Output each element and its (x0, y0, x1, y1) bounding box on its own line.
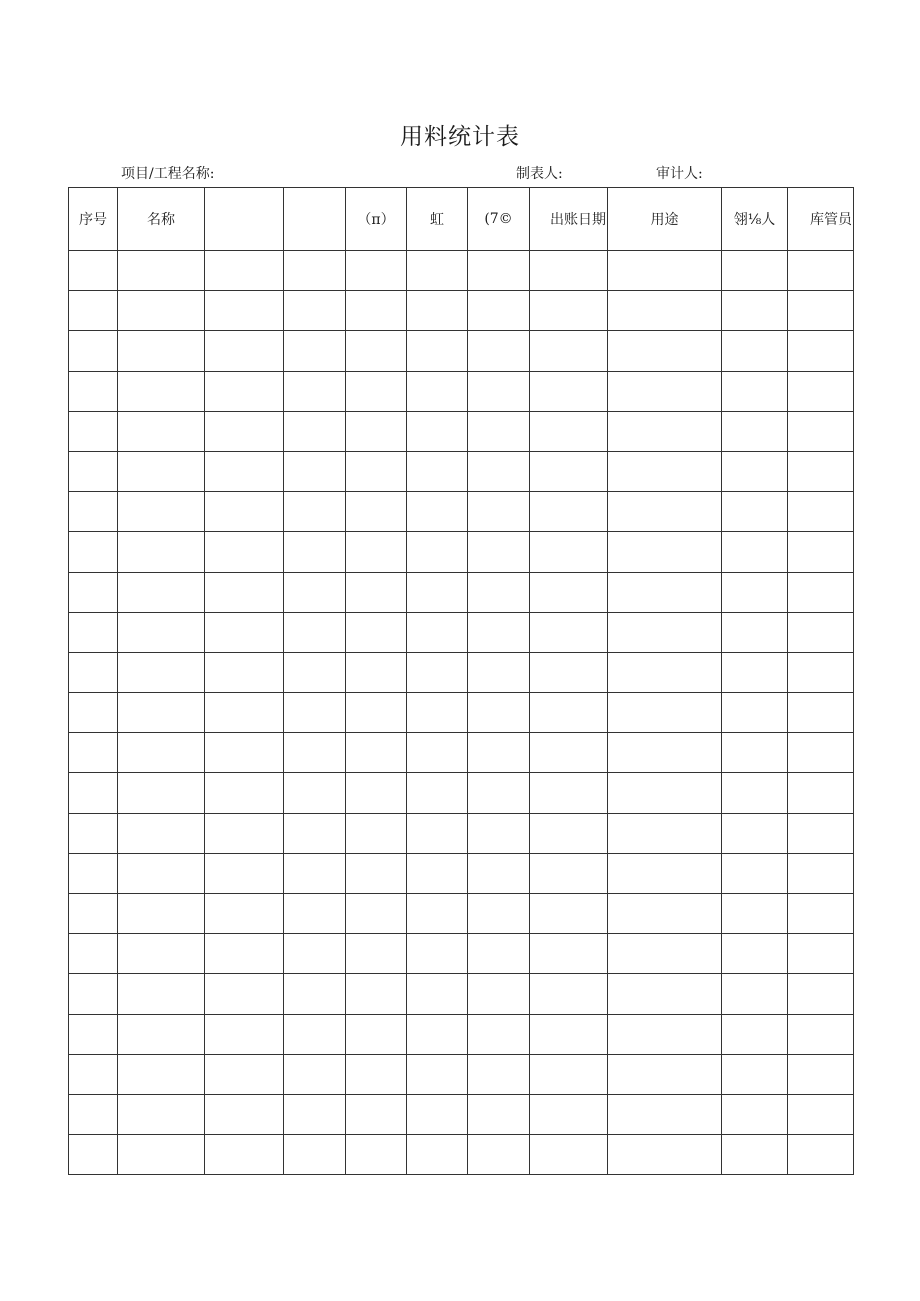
cell-serial-number[interactable] (69, 894, 118, 934)
table-row (69, 532, 854, 572)
column-header-blank-1 (205, 188, 284, 251)
cell-recipient[interactable] (722, 894, 788, 934)
cell-warehouse-keeper[interactable] (788, 1094, 854, 1134)
table-row (69, 1135, 854, 1175)
cell-serial-number[interactable] (69, 291, 118, 331)
cell-amount[interactable] (468, 652, 530, 692)
cell-warehouse-keeper[interactable] (788, 773, 854, 813)
cell-warehouse-keeper[interactable] (788, 371, 854, 411)
cell-issue-date[interactable] (530, 411, 608, 451)
cell-amount[interactable] (468, 1135, 530, 1175)
cell-purpose[interactable] (608, 853, 722, 893)
column-header-warehouse-keeper: 库管员 (788, 188, 854, 251)
column-header-blank-2 (284, 188, 346, 251)
cell-name[interactable] (118, 733, 205, 773)
cell-unit[interactable] (346, 813, 407, 853)
cell-purpose[interactable] (608, 492, 722, 532)
cell-purpose[interactable] (608, 411, 722, 451)
table-row (69, 492, 854, 532)
cell-purpose[interactable] (608, 1094, 722, 1134)
cell-serial-number[interactable] (69, 612, 118, 652)
cell-serial-number[interactable] (69, 1014, 118, 1054)
cell-recipient[interactable] (722, 411, 788, 451)
cell-unit[interactable] (346, 974, 407, 1014)
cell-name[interactable] (118, 1014, 205, 1054)
cell-quantity[interactable] (407, 612, 468, 652)
cell-name[interactable] (118, 251, 205, 291)
cell-amount[interactable] (468, 371, 530, 411)
cell-warehouse-keeper[interactable] (788, 532, 854, 572)
cell-quantity[interactable] (407, 1054, 468, 1094)
cell-purpose[interactable] (608, 773, 722, 813)
cell-amount[interactable] (468, 974, 530, 1014)
cell-quantity[interactable] (407, 853, 468, 893)
cell-issue-date[interactable] (530, 934, 608, 974)
cell-serial-number[interactable] (69, 853, 118, 893)
cell-recipient[interactable] (722, 853, 788, 893)
cell-unit[interactable] (346, 894, 407, 934)
cell-name[interactable] (118, 894, 205, 934)
column-header-quantity: 虹 (407, 188, 468, 251)
table-row (69, 411, 854, 451)
auditor-label: 审计人: (656, 166, 703, 182)
cell-purpose[interactable] (608, 251, 722, 291)
cell-serial-number[interactable] (69, 733, 118, 773)
cell-issue-date[interactable] (530, 974, 608, 1014)
cell-serial-number[interactable] (69, 934, 118, 974)
cell-warehouse-keeper[interactable] (788, 492, 854, 532)
table-row (69, 251, 854, 291)
cell-blank-1[interactable] (205, 853, 284, 893)
cell-recipient[interactable] (722, 612, 788, 652)
cell-blank-2[interactable] (284, 1054, 346, 1094)
cell-quantity[interactable] (407, 894, 468, 934)
cell-recipient[interactable] (722, 572, 788, 612)
cell-quantity[interactable] (407, 572, 468, 612)
cell-blank-1[interactable] (205, 652, 284, 692)
cell-purpose[interactable] (608, 291, 722, 331)
cell-recipient[interactable] (722, 331, 788, 371)
cell-issue-date[interactable] (530, 572, 608, 612)
cell-blank-2[interactable] (284, 1094, 346, 1134)
cell-blank-2[interactable] (284, 894, 346, 934)
cell-quantity[interactable] (407, 1014, 468, 1054)
cell-recipient[interactable] (722, 1014, 788, 1054)
cell-name[interactable] (118, 1135, 205, 1175)
cell-blank-1[interactable] (205, 451, 284, 491)
cell-recipient[interactable] (722, 1135, 788, 1175)
cell-quantity[interactable] (407, 451, 468, 491)
cell-issue-date[interactable] (530, 532, 608, 572)
cell-warehouse-keeper[interactable] (788, 974, 854, 1014)
column-header-unit: （π） (346, 188, 407, 251)
cell-issue-date[interactable] (530, 652, 608, 692)
cell-unit[interactable] (346, 693, 407, 733)
cell-issue-date[interactable] (530, 693, 608, 733)
cell-issue-date[interactable] (530, 492, 608, 532)
cell-recipient[interactable] (722, 733, 788, 773)
cell-purpose[interactable] (608, 934, 722, 974)
cell-blank-2[interactable] (284, 612, 346, 652)
column-header-recipient: 翎⅛人 (722, 188, 788, 251)
cell-amount[interactable] (468, 894, 530, 934)
cell-unit[interactable] (346, 572, 407, 612)
cell-blank-2[interactable] (284, 652, 346, 692)
cell-blank-2[interactable] (284, 693, 346, 733)
cell-quantity[interactable] (407, 974, 468, 1014)
cell-issue-date[interactable] (530, 1014, 608, 1054)
cell-serial-number[interactable] (69, 532, 118, 572)
cell-warehouse-keeper[interactable] (788, 813, 854, 853)
cell-serial-number[interactable] (69, 974, 118, 1014)
cell-unit[interactable] (346, 853, 407, 893)
project-name-label: 项目/工程名称: (121, 166, 215, 182)
cell-purpose[interactable] (608, 1135, 722, 1175)
table-row (69, 1014, 854, 1054)
table-row (69, 572, 854, 612)
cell-blank-1[interactable] (205, 974, 284, 1014)
cell-purpose[interactable] (608, 371, 722, 411)
cell-blank-1[interactable] (205, 612, 284, 652)
column-header-purpose: 用途 (608, 188, 722, 251)
cell-quantity[interactable] (407, 331, 468, 371)
table-row (69, 612, 854, 652)
cell-blank-2[interactable] (284, 1014, 346, 1054)
cell-blank-1[interactable] (205, 894, 284, 934)
cell-blank-1[interactable] (205, 1094, 284, 1134)
cell-amount[interactable] (468, 1014, 530, 1054)
cell-warehouse-keeper[interactable] (788, 331, 854, 371)
table-row (69, 371, 854, 411)
page-title: 用料统计表 (400, 124, 520, 150)
cell-amount[interactable] (468, 331, 530, 371)
cell-recipient[interactable] (722, 492, 788, 532)
column-header-issue-date: 出账日期 (530, 188, 608, 251)
cell-unit[interactable] (346, 411, 407, 451)
cell-name[interactable] (118, 371, 205, 411)
cell-warehouse-keeper[interactable] (788, 1054, 854, 1094)
cell-recipient[interactable] (722, 451, 788, 491)
cell-blank-1[interactable] (205, 1135, 284, 1175)
cell-warehouse-keeper[interactable] (788, 652, 854, 692)
material-stats-table (68, 187, 854, 1175)
cell-purpose[interactable] (608, 974, 722, 1014)
cell-amount[interactable] (468, 773, 530, 813)
cell-amount[interactable] (468, 532, 530, 572)
table-row (69, 894, 854, 934)
table-header-row (69, 188, 854, 251)
table-row (69, 652, 854, 692)
cell-issue-date[interactable] (530, 853, 608, 893)
cell-serial-number[interactable] (69, 1054, 118, 1094)
cell-blank-1[interactable] (205, 572, 284, 612)
cell-issue-date[interactable] (530, 813, 608, 853)
cell-blank-1[interactable] (205, 371, 284, 411)
cell-unit[interactable] (346, 652, 407, 692)
cell-blank-2[interactable] (284, 532, 346, 572)
cell-amount[interactable] (468, 291, 530, 331)
cell-issue-date[interactable] (530, 773, 608, 813)
cell-blank-2[interactable] (284, 411, 346, 451)
cell-blank-2[interactable] (284, 853, 346, 893)
table-row (69, 291, 854, 331)
cell-blank-2[interactable] (284, 733, 346, 773)
cell-serial-number[interactable] (69, 572, 118, 612)
cell-warehouse-keeper[interactable] (788, 451, 854, 491)
cell-name[interactable] (118, 1094, 205, 1134)
cell-blank-1[interactable] (205, 331, 284, 371)
cell-purpose[interactable] (608, 612, 722, 652)
cell-unit[interactable] (346, 1054, 407, 1094)
cell-blank-1[interactable] (205, 733, 284, 773)
cell-unit[interactable] (346, 773, 407, 813)
cell-name[interactable] (118, 853, 205, 893)
cell-blank-2[interactable] (284, 974, 346, 1014)
cell-recipient[interactable] (722, 693, 788, 733)
cell-unit[interactable] (346, 1135, 407, 1175)
cell-amount[interactable] (468, 853, 530, 893)
cell-recipient[interactable] (722, 813, 788, 853)
table-row (69, 1054, 854, 1094)
table-maker-label: 制表人: (516, 166, 563, 182)
cell-purpose[interactable] (608, 733, 722, 773)
cell-quantity[interactable] (407, 652, 468, 692)
cell-serial-number[interactable] (69, 492, 118, 532)
cell-quantity[interactable] (407, 813, 468, 853)
table-row (69, 451, 854, 491)
cell-name[interactable] (118, 974, 205, 1014)
cell-unit[interactable] (346, 532, 407, 572)
cell-purpose[interactable] (608, 331, 722, 371)
column-header-amount: (7© (468, 188, 530, 251)
cell-blank-1[interactable] (205, 532, 284, 572)
cell-serial-number[interactable] (69, 1135, 118, 1175)
cell-unit[interactable] (346, 291, 407, 331)
table-row (69, 974, 854, 1014)
cell-quantity[interactable] (407, 251, 468, 291)
cell-warehouse-keeper[interactable] (788, 1014, 854, 1054)
cell-warehouse-keeper[interactable] (788, 934, 854, 974)
cell-name[interactable] (118, 652, 205, 692)
cell-serial-number[interactable] (69, 411, 118, 451)
cell-issue-date[interactable] (530, 894, 608, 934)
cell-unit[interactable] (346, 733, 407, 773)
cell-name[interactable] (118, 773, 205, 813)
cell-blank-1[interactable] (205, 773, 284, 813)
cell-blank-2[interactable] (284, 572, 346, 612)
cell-warehouse-keeper[interactable] (788, 853, 854, 893)
cell-blank-2[interactable] (284, 251, 346, 291)
cell-quantity[interactable] (407, 733, 468, 773)
cell-issue-date[interactable] (530, 1135, 608, 1175)
cell-recipient[interactable] (722, 974, 788, 1014)
cell-purpose[interactable] (608, 652, 722, 692)
cell-blank-2[interactable] (284, 1135, 346, 1175)
cell-issue-date[interactable] (530, 1094, 608, 1134)
cell-purpose[interactable] (608, 532, 722, 572)
cell-recipient[interactable] (722, 251, 788, 291)
cell-amount[interactable] (468, 451, 530, 491)
cell-warehouse-keeper[interactable] (788, 733, 854, 773)
cell-purpose[interactable] (608, 1054, 722, 1094)
cell-blank-2[interactable] (284, 291, 346, 331)
column-header-serial-number: 序号 (69, 188, 118, 251)
cell-quantity[interactable] (407, 773, 468, 813)
cell-warehouse-keeper[interactable] (788, 411, 854, 451)
cell-name[interactable] (118, 291, 205, 331)
cell-blank-2[interactable] (284, 773, 346, 813)
cell-name[interactable] (118, 934, 205, 974)
cell-blank-1[interactable] (205, 934, 284, 974)
cell-amount[interactable] (468, 612, 530, 652)
cell-blank-1[interactable] (205, 411, 284, 451)
cell-blank-1[interactable] (205, 1014, 284, 1054)
cell-amount[interactable] (468, 1094, 530, 1134)
cell-recipient[interactable] (722, 532, 788, 572)
cell-recipient[interactable] (722, 291, 788, 331)
cell-amount[interactable] (468, 934, 530, 974)
cell-issue-date[interactable] (530, 451, 608, 491)
cell-issue-date[interactable] (530, 733, 608, 773)
cell-unit[interactable] (346, 331, 407, 371)
cell-name[interactable] (118, 532, 205, 572)
cell-serial-number[interactable] (69, 773, 118, 813)
cell-issue-date[interactable] (530, 291, 608, 331)
cell-unit[interactable] (346, 371, 407, 411)
cell-recipient[interactable] (722, 1054, 788, 1094)
cell-quantity[interactable] (407, 411, 468, 451)
cell-amount[interactable] (468, 572, 530, 612)
cell-blank-2[interactable] (284, 331, 346, 371)
cell-amount[interactable] (468, 411, 530, 451)
cell-unit[interactable] (346, 1094, 407, 1134)
cell-recipient[interactable] (722, 1094, 788, 1134)
cell-recipient[interactable] (722, 934, 788, 974)
cell-warehouse-keeper[interactable] (788, 291, 854, 331)
cell-purpose[interactable] (608, 451, 722, 491)
cell-name[interactable] (118, 492, 205, 532)
cell-blank-1[interactable] (205, 251, 284, 291)
cell-issue-date[interactable] (530, 251, 608, 291)
cell-blank-2[interactable] (284, 451, 346, 491)
cell-recipient[interactable] (722, 371, 788, 411)
cell-blank-1[interactable] (205, 291, 284, 331)
cell-issue-date[interactable] (530, 1054, 608, 1094)
cell-serial-number[interactable] (69, 451, 118, 491)
cell-serial-number[interactable] (69, 813, 118, 853)
cell-blank-1[interactable] (205, 813, 284, 853)
cell-issue-date[interactable] (530, 371, 608, 411)
cell-blank-2[interactable] (284, 371, 346, 411)
cell-serial-number[interactable] (69, 251, 118, 291)
cell-blank-1[interactable] (205, 492, 284, 532)
cell-warehouse-keeper[interactable] (788, 572, 854, 612)
cell-issue-date[interactable] (530, 331, 608, 371)
cell-purpose[interactable] (608, 693, 722, 733)
cell-purpose[interactable] (608, 572, 722, 612)
table-row (69, 733, 854, 773)
cell-name[interactable] (118, 693, 205, 733)
cell-warehouse-keeper[interactable] (788, 894, 854, 934)
cell-warehouse-keeper[interactable] (788, 612, 854, 652)
cell-unit[interactable] (346, 451, 407, 491)
cell-amount[interactable] (468, 251, 530, 291)
cell-name[interactable] (118, 411, 205, 451)
cell-issue-date[interactable] (530, 612, 608, 652)
cell-blank-2[interactable] (284, 492, 346, 532)
cell-name[interactable] (118, 572, 205, 612)
cell-amount[interactable] (468, 733, 530, 773)
cell-unit[interactable] (346, 1014, 407, 1054)
cell-recipient[interactable] (722, 773, 788, 813)
cell-name[interactable] (118, 331, 205, 371)
table-row (69, 693, 854, 733)
table-row (69, 934, 854, 974)
table-row (69, 773, 854, 813)
cell-serial-number[interactable] (69, 1094, 118, 1134)
cell-unit[interactable] (346, 251, 407, 291)
cell-name[interactable] (118, 451, 205, 491)
cell-blank-2[interactable] (284, 813, 346, 853)
cell-quantity[interactable] (407, 693, 468, 733)
cell-amount[interactable] (468, 813, 530, 853)
table-row (69, 331, 854, 371)
cell-name[interactable] (118, 813, 205, 853)
column-header-name: 名称 (118, 188, 205, 251)
cell-purpose[interactable] (608, 1014, 722, 1054)
cell-recipient[interactable] (722, 652, 788, 692)
cell-quantity[interactable] (407, 371, 468, 411)
cell-purpose[interactable] (608, 813, 722, 853)
cell-quantity[interactable] (407, 532, 468, 572)
cell-quantity[interactable] (407, 291, 468, 331)
cell-quantity[interactable] (407, 1135, 468, 1175)
cell-serial-number[interactable] (69, 652, 118, 692)
cell-name[interactable] (118, 1054, 205, 1094)
cell-purpose[interactable] (608, 894, 722, 934)
table-row (69, 1094, 854, 1134)
cell-unit[interactable] (346, 492, 407, 532)
cell-blank-1[interactable] (205, 693, 284, 733)
cell-warehouse-keeper[interactable] (788, 1135, 854, 1175)
cell-warehouse-keeper[interactable] (788, 693, 854, 733)
cell-quantity[interactable] (407, 934, 468, 974)
cell-serial-number[interactable] (69, 693, 118, 733)
cell-amount[interactable] (468, 492, 530, 532)
cell-unit[interactable] (346, 934, 407, 974)
cell-quantity[interactable] (407, 492, 468, 532)
cell-blank-2[interactable] (284, 934, 346, 974)
cell-amount[interactable] (468, 1054, 530, 1094)
cell-amount[interactable] (468, 693, 530, 733)
cell-serial-number[interactable] (69, 371, 118, 411)
cell-quantity[interactable] (407, 1094, 468, 1134)
cell-serial-number[interactable] (69, 331, 118, 371)
table-row (69, 853, 854, 893)
cell-blank-1[interactable] (205, 1054, 284, 1094)
table-row (69, 813, 854, 853)
cell-unit[interactable] (346, 612, 407, 652)
cell-name[interactable] (118, 612, 205, 652)
cell-warehouse-keeper[interactable] (788, 251, 854, 291)
